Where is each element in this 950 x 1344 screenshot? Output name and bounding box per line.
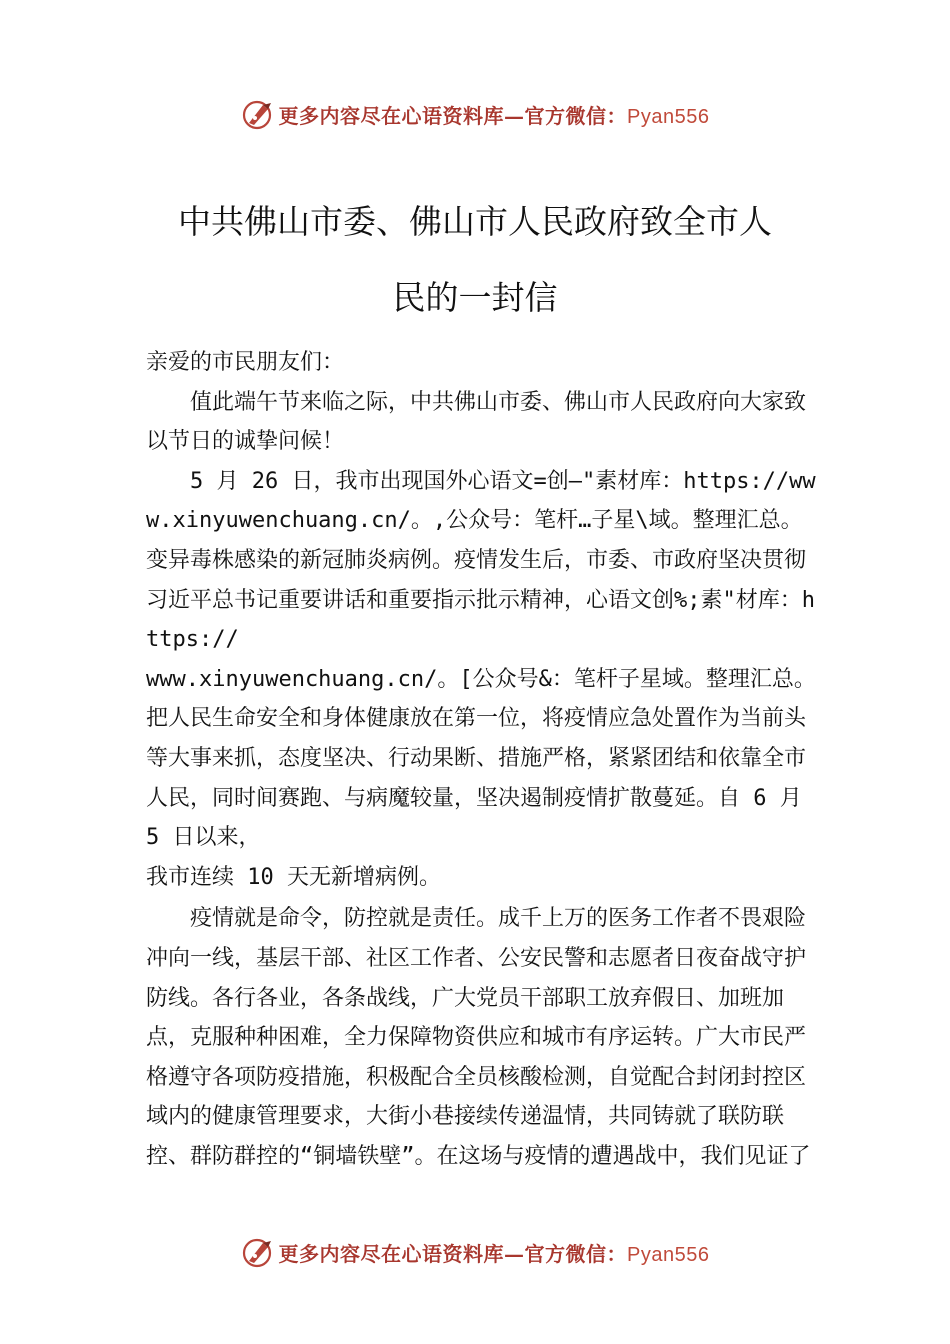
header-banner xyxy=(0,94,950,134)
banner-wechat-id: Pyan556 xyxy=(627,1243,710,1266)
banner-main-text: 更多内容尽在心语资料库 xyxy=(278,103,505,128)
document-body xyxy=(146,343,816,1176)
salutation: 亲爱的市民朋友们： xyxy=(146,350,345,375)
header-banner-text xyxy=(279,100,710,129)
title-line-1: 中共佛山市委、佛山市人民政府致全市人 xyxy=(178,202,772,241)
banner-wechat-label: 官方微信： xyxy=(524,1241,628,1266)
footer-banner xyxy=(0,1232,950,1272)
document-title xyxy=(120,184,830,336)
banner-main-text: 更多内容尽在心语资料库 xyxy=(278,1241,505,1266)
paragraph-frontline: 疫情就是命令，防控就是责任。成千上万的医务工作者不畏艰险冲向一线，基层干部、社区工作者、公安民警和志愿者日夜奋战守护防线。各行各业，各条战线，广大党员干部职工放弃假日、加班加点，克服种种困难，全力保障物资供应和城市有序运转。广大市民严格遵守各项防疫措施，积极配合全员核酸检测，自觉配合封闭封控区域内的健康管理要求，大街小巷接续传递温情，共同铸就了联防联控、群防群控的“铜墙铁壁”。在这场与疫情的遭遇战中，我们见证了 xyxy=(146,906,811,1169)
footer-banner-content xyxy=(241,1235,710,1269)
banner-dash: — xyxy=(504,1241,525,1266)
paragraph-outbreak: 5 月 26 日，我市出现国外心语文=创—"素材库：https://www.xinyuwenchuang.cn/。,公众号：笔杆…子星\域。整理汇总。变异毒株感染的新冠肺炎病例。疫情发生后，市委、市政府坚决贯彻习近平总书记重要讲话和重要指示批示精神，心语文创%;素"材库：https:// xyxy=(146,468,816,653)
paragraph-greeting: 值此端午节来临之际，中共佛山市委、佛山市人民政府向大家致以节日的诚挚问候！ xyxy=(146,389,807,455)
pen-nib-seal-icon xyxy=(241,1235,275,1269)
banner-wechat-label: 官方微信： xyxy=(524,103,628,128)
pen-nib-seal-icon xyxy=(241,97,275,131)
paragraph-no-new-cases: 我市连续 10 天无新增病例。 xyxy=(146,864,441,890)
banner-dash: — xyxy=(504,103,525,128)
paragraph-response: www.xinyuwenchuang.cn/。[公众号&：笔杆子星域。整理汇总。把人民生命安全和身体健康放在第一位，将疫情应急处置作为当前头等大事来抓，态度坚决、行动果断、措施严格，紧紧团结和依靠全市人民，同时间赛跑、与病魔较量，坚决遏制疫情扩散蔓延。自 6 月 5 日以来， xyxy=(146,666,816,851)
banner-wechat-id: Pyan556 xyxy=(627,105,710,128)
title-line-2: 民的一封信 xyxy=(392,278,558,317)
header-banner-content xyxy=(241,97,710,131)
footer-banner-text xyxy=(279,1238,710,1267)
